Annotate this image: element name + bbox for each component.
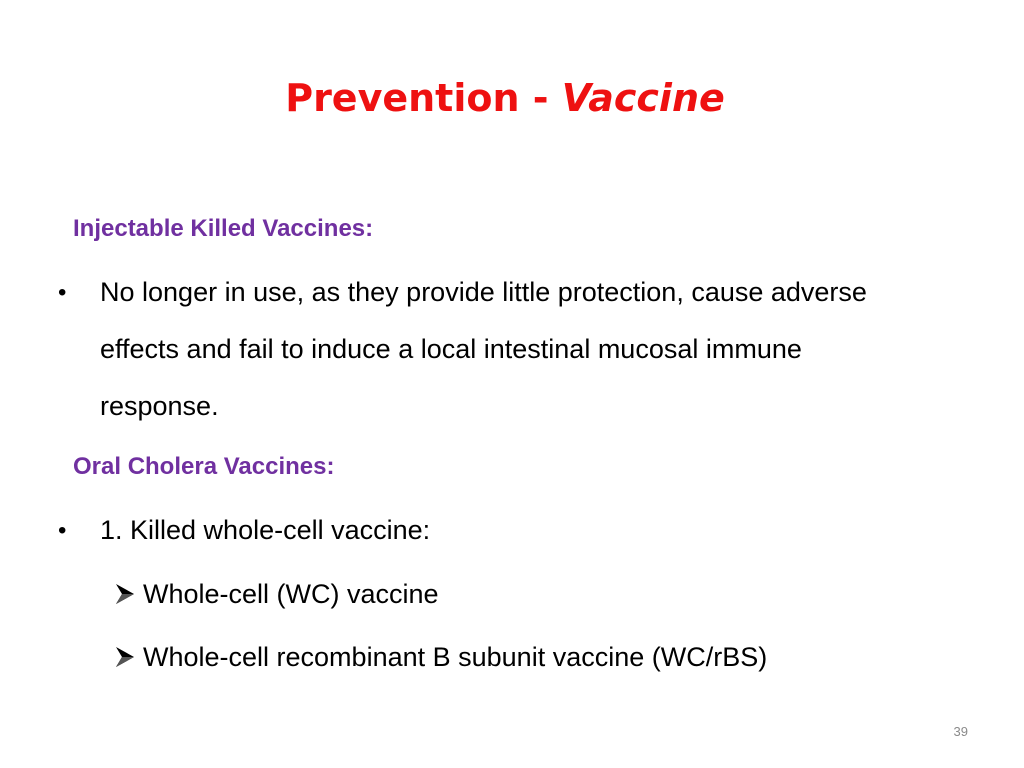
sub-bullet-text: Whole-cell (WC) vaccine: [143, 578, 439, 609]
arrow-bullet-icon: [113, 645, 139, 669]
sub-bullet-text: Whole-cell recombinant B subunit vaccine (WC/rBS): [143, 641, 768, 672]
sub-bullet-item: [113, 575, 439, 611]
title-emphasis: Vaccine: [561, 76, 725, 120]
section-heading-injectable: Injectable Killed Vaccines:: [73, 215, 374, 242]
bullet-paragraph: [100, 264, 867, 435]
page-number: 39: [953, 724, 968, 739]
title-prefix: Prevention -: [285, 76, 562, 120]
sub-bullet-item: [113, 638, 767, 674]
paragraph-line: effects and fail to induce a local intestinal mucosal immune: [100, 334, 802, 364]
bullet-text: 1. Killed whole-cell vaccine:: [100, 515, 431, 545]
bullet-dot: •: [58, 279, 67, 306]
paragraph-line: No longer in use, as they provide little protection, cause adverse: [100, 277, 867, 307]
section-heading-oral: Oral Cholera Vaccines:: [73, 453, 335, 480]
slide-title: [0, 70, 1010, 126]
bullet-dot: •: [58, 517, 67, 544]
paragraph-line: response.: [100, 391, 219, 421]
arrow-bullet-icon: [113, 582, 139, 606]
